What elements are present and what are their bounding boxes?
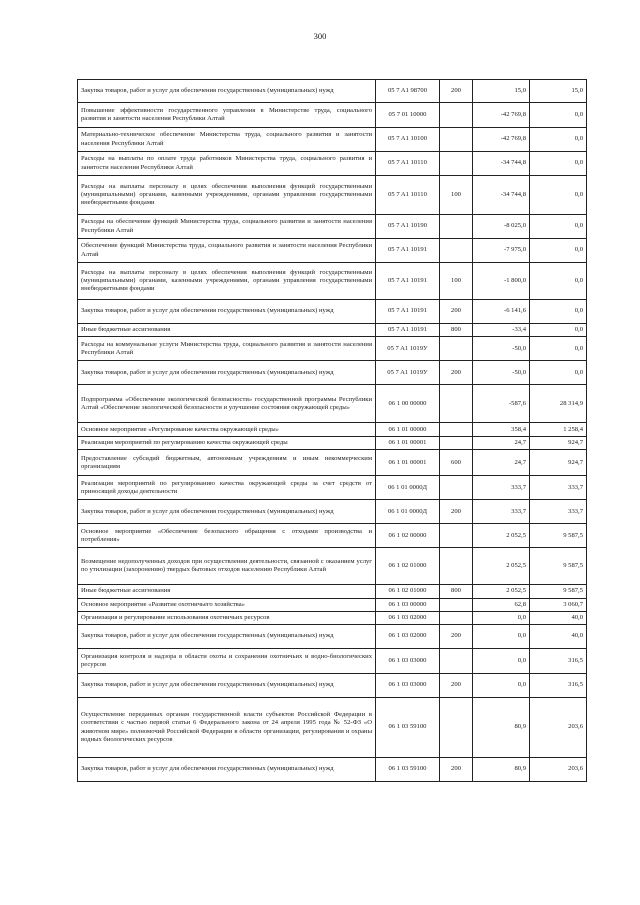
table-row [78, 263, 587, 300]
row-expense-type-cell [440, 152, 473, 176]
row-name-cell: Иные бюджетные ассигнования [78, 324, 376, 337]
row-amount-cell: 62,8 [473, 598, 530, 611]
row-expense-type-cell: 200 [440, 361, 473, 385]
row-amount-cell: -50,0 [473, 337, 530, 361]
row-amount-next-cell: 0,0 [530, 361, 587, 385]
row-amount-next-cell: 316,5 [530, 674, 587, 698]
table-row [78, 476, 587, 500]
row-amount-cell: 358,4 [473, 423, 530, 437]
row-expense-type-cell [440, 437, 473, 450]
row-amount-cell: -7 975,0 [473, 239, 530, 263]
row-expense-type-cell [440, 611, 473, 624]
row-expense-type-cell [440, 128, 473, 152]
row-amount-cell: -34 744,8 [473, 152, 530, 176]
table-row [78, 598, 587, 611]
row-code-cell: 06 1 01 0000Д [376, 476, 440, 500]
row-amount-cell: 2 052,5 [473, 585, 530, 598]
row-amount-next-cell: 0,0 [530, 103, 587, 128]
row-code-cell: 06 1 03 00000 [376, 598, 440, 611]
row-amount-next-cell: 40,0 [530, 625, 587, 649]
row-amount-cell: -42 769,8 [473, 128, 530, 152]
row-expense-type-cell [440, 103, 473, 128]
table-row [78, 103, 587, 128]
row-code-cell: 06 1 01 00000 [376, 423, 440, 437]
row-amount-next-cell: 924,7 [530, 450, 587, 476]
row-amount-next-cell: 316,5 [530, 649, 587, 674]
row-name-cell: Организация контроля и надзора в области охоты и сохранения охотничьих и водно-биологических ресурсов [78, 649, 376, 674]
row-name-cell: Подпрограмма «Обеспечение экологической безопасности» государственной программы Республики Алтай «Обеспечение экологической безопасности и улучшение состояния окружающей среды» [78, 385, 376, 423]
row-amount-next-cell: 1 258,4 [530, 423, 587, 437]
table-row [78, 758, 587, 782]
row-code-cell: 05 7 A1 10191 [376, 239, 440, 263]
row-name-cell: Закупка товаров, работ и услуг для обеспечения государственных (муниципальных) нужд [78, 361, 376, 385]
row-name-cell: Закупка товаров, работ и услуг для обеспечения государственных (муниципальных) нужд [78, 674, 376, 698]
row-amount-next-cell: 924,7 [530, 437, 587, 450]
row-code-cell: 06 1 00 00000 [376, 385, 440, 423]
row-name-cell: Закупка товаров, работ и услуг для обеспечения государственных (муниципальных) нужд [78, 625, 376, 649]
row-expense-type-cell: 200 [440, 80, 473, 103]
row-expense-type-cell [440, 598, 473, 611]
row-name-cell: Материально-техническое обеспечение Министерства труда, социального развития и занятости населения Республики Алтай [78, 128, 376, 152]
row-amount-cell: 15,0 [473, 80, 530, 103]
row-amount-cell: 24,7 [473, 437, 530, 450]
table-row [78, 385, 587, 423]
row-amount-next-cell: 28 314,9 [530, 385, 587, 423]
row-amount-next-cell: 333,7 [530, 476, 587, 500]
row-amount-cell: 2 052,5 [473, 524, 530, 548]
row-name-cell: Основное мероприятие «Регулирование качества окружающей среды» [78, 423, 376, 437]
row-expense-type-cell [440, 548, 473, 585]
row-amount-cell: 2 052,5 [473, 548, 530, 585]
row-code-cell: 06 1 03 02000 [376, 611, 440, 624]
row-code-cell: 06 1 02 01000 [376, 548, 440, 585]
row-code-cell: 05 7 A1 98700 [376, 80, 440, 103]
table-row [78, 450, 587, 476]
row-amount-next-cell: 0,0 [530, 239, 587, 263]
table-row [78, 300, 587, 324]
row-amount-cell: 0,0 [473, 649, 530, 674]
row-amount-next-cell: 203,6 [530, 698, 587, 758]
row-expense-type-cell [440, 524, 473, 548]
row-name-cell: Закупка товаров, работ и услуг для обеспечения государственных (муниципальных) нужд [78, 300, 376, 324]
row-expense-type-cell: 200 [440, 625, 473, 649]
row-amount-next-cell: 0,0 [530, 152, 587, 176]
page-number: 300 [313, 31, 327, 41]
row-code-cell: 05 7 A1 10100 [376, 128, 440, 152]
row-expense-type-cell [440, 476, 473, 500]
table-row [78, 674, 587, 698]
row-amount-next-cell: 0,0 [530, 263, 587, 300]
table-row [78, 500, 587, 524]
row-amount-next-cell: 9 587,5 [530, 548, 587, 585]
row-code-cell: 05 7 A1 1019У [376, 361, 440, 385]
row-code-cell: 06 1 02 01000 [376, 585, 440, 598]
row-amount-cell: 333,7 [473, 476, 530, 500]
table-row [78, 324, 587, 337]
table-row [78, 625, 587, 649]
row-name-cell: Осуществление переданных органам государственной власти субъектов Российской Федерации в соответствии с частью первой статьи 6 Федерального закона от 24 апреля 1995 года № 52-ФЗ «О животном мире» полномочий Российской Федерации в области организации, регулирования и охраны водных биологических ресурсов [78, 698, 376, 758]
row-code-cell: 05 7 01 10000 [376, 103, 440, 128]
row-amount-next-cell: 0,0 [530, 337, 587, 361]
row-name-cell: Закупка товаров, работ и услуг для обеспечения государственных (муниципальных) нужд [78, 500, 376, 524]
row-expense-type-cell [440, 215, 473, 239]
row-amount-cell: -6 141,6 [473, 300, 530, 324]
row-amount-next-cell: 40,0 [530, 611, 587, 624]
row-amount-next-cell: 0,0 [530, 176, 587, 215]
row-code-cell: 06 1 03 03000 [376, 674, 440, 698]
row-amount-cell: 80,9 [473, 758, 530, 782]
table-row [78, 423, 587, 437]
row-name-cell: Возмещение недополученных доходов при осуществлении деятельности, связанной с оказанием услуг по утилизации (захоронению) твердых бытовых отходов населению Республики Алтай [78, 548, 376, 585]
row-code-cell: 06 1 03 59100 [376, 698, 440, 758]
row-amount-cell: 0,0 [473, 625, 530, 649]
budget-table-body [78, 80, 587, 782]
table-row [78, 337, 587, 361]
row-amount-cell: -33,4 [473, 324, 530, 337]
row-name-cell: Организация и регулирование использования охотничьих ресурсов [78, 611, 376, 624]
row-expense-type-cell: 200 [440, 674, 473, 698]
table-row [78, 524, 587, 548]
row-name-cell: Реализация мероприятий по регулированию качества окружающей среды [78, 437, 376, 450]
row-amount-cell: -8 025,0 [473, 215, 530, 239]
row-code-cell: 05 7 A1 1019У [376, 337, 440, 361]
table-row [78, 649, 587, 674]
row-code-cell: 06 1 02 00000 [376, 524, 440, 548]
row-name-cell: Закупка товаров, работ и услуг для обеспечения государственных (муниципальных) нужд [78, 758, 376, 782]
row-amount-next-cell: 15,0 [530, 80, 587, 103]
row-code-cell: 06 1 03 03000 [376, 649, 440, 674]
row-amount-next-cell: 0,0 [530, 324, 587, 337]
row-amount-cell: -1 800,0 [473, 263, 530, 300]
row-code-cell: 05 7 A1 10191 [376, 300, 440, 324]
row-expense-type-cell: 200 [440, 300, 473, 324]
row-amount-cell: -34 744,8 [473, 176, 530, 215]
table-row [78, 128, 587, 152]
row-code-cell: 06 1 01 00001 [376, 450, 440, 476]
row-expense-type-cell: 200 [440, 500, 473, 524]
row-code-cell: 05 7 A1 10191 [376, 324, 440, 337]
row-name-cell: Основное мероприятие «Обеспечение безопасного обращения с отходами производства и потребления» [78, 524, 376, 548]
row-expense-type-cell [440, 698, 473, 758]
table-row [78, 361, 587, 385]
row-name-cell: Повышение эффективности государственного управления в Министерстве труда, социального развития и занятости населения Республики Алтай [78, 103, 376, 128]
row-code-cell: 05 7 A1 10191 [376, 263, 440, 300]
row-name-cell: Реализация мероприятий по регулированию качества окружающей среды за счет средств от приносящей доходы деятельности [78, 476, 376, 500]
row-expense-type-cell: 100 [440, 176, 473, 215]
table-row [78, 548, 587, 585]
row-amount-cell: 0,0 [473, 611, 530, 624]
row-code-cell: 06 1 03 59100 [376, 758, 440, 782]
row-amount-next-cell: 3 060,7 [530, 598, 587, 611]
row-name-cell: Обеспечение функций Министерства труда, социального развития и занятости населения Республики Алтай [78, 239, 376, 263]
row-name-cell: Расходы на коммунальные услуги Министерства труда, социального развития и занятости населения Республики Алтай [78, 337, 376, 361]
table-row [78, 611, 587, 624]
row-code-cell: 05 7 A1 10110 [376, 152, 440, 176]
row-expense-type-cell: 200 [440, 758, 473, 782]
row-name-cell: Расходы на выплаты персоналу в целях обеспечения выполнения функций государственными (муниципальными) органами, казенными учреждениями, органами управления государственными внебюджетными фондами [78, 263, 376, 300]
table-row [78, 215, 587, 239]
row-name-cell: Расходы на выплаты персоналу в целях обеспечения выполнения функций государственными (муниципальными) органами, казенными учреждениями, органами управления государственными внебюджетными фондами [78, 176, 376, 215]
row-amount-cell: -42 769,8 [473, 103, 530, 128]
table-row [78, 176, 587, 215]
table-row [78, 152, 587, 176]
row-name-cell: Основное мероприятие «Развитие охотничьего хозяйства» [78, 598, 376, 611]
table-row [78, 437, 587, 450]
row-code-cell: 06 1 01 00001 [376, 437, 440, 450]
row-name-cell: Иные бюджетные ассигнования [78, 585, 376, 598]
row-expense-type-cell [440, 385, 473, 423]
table-row [78, 585, 587, 598]
row-code-cell: 06 1 03 02000 [376, 625, 440, 649]
row-amount-cell: -50,0 [473, 361, 530, 385]
row-expense-type-cell [440, 337, 473, 361]
row-amount-next-cell: 203,6 [530, 758, 587, 782]
row-expense-type-cell: 800 [440, 324, 473, 337]
row-amount-next-cell: 0,0 [530, 128, 587, 152]
row-amount-cell: -587,6 [473, 385, 530, 423]
row-name-cell: Закупка товаров, работ и услуг для обеспечения государственных (муниципальных) нужд [78, 80, 376, 103]
table-row [78, 80, 587, 103]
table-row [78, 239, 587, 263]
row-expense-type-cell [440, 423, 473, 437]
row-expense-type-cell [440, 649, 473, 674]
row-expense-type-cell: 600 [440, 450, 473, 476]
row-amount-cell: 80,9 [473, 698, 530, 758]
row-code-cell: 05 7 A1 10110 [376, 176, 440, 215]
row-expense-type-cell [440, 239, 473, 263]
row-code-cell: 06 1 01 0000Д [376, 500, 440, 524]
row-amount-next-cell: 9 587,5 [530, 585, 587, 598]
row-expense-type-cell: 800 [440, 585, 473, 598]
row-amount-next-cell: 0,0 [530, 300, 587, 324]
row-code-cell: 05 7 A1 10190 [376, 215, 440, 239]
row-amount-next-cell: 0,0 [530, 215, 587, 239]
row-amount-cell: 0,0 [473, 674, 530, 698]
row-name-cell: Расходы на выплаты по оплате труда работников Министерства труда, социального развития и занятости населения Республики Алтай [78, 152, 376, 176]
row-name-cell: Предоставление субсидий бюджетным, автономным учреждениям и иным некоммерческим организациям [78, 450, 376, 476]
row-amount-next-cell: 333,7 [530, 500, 587, 524]
row-expense-type-cell: 100 [440, 263, 473, 300]
budget-table [77, 79, 587, 782]
row-amount-cell: 24,7 [473, 450, 530, 476]
table-row [78, 698, 587, 758]
row-amount-cell: 333,7 [473, 500, 530, 524]
row-name-cell: Расходы на обеспечение функций Министерства труда, социального развития и занятости населения Республики Алтай [78, 215, 376, 239]
row-amount-next-cell: 9 587,5 [530, 524, 587, 548]
